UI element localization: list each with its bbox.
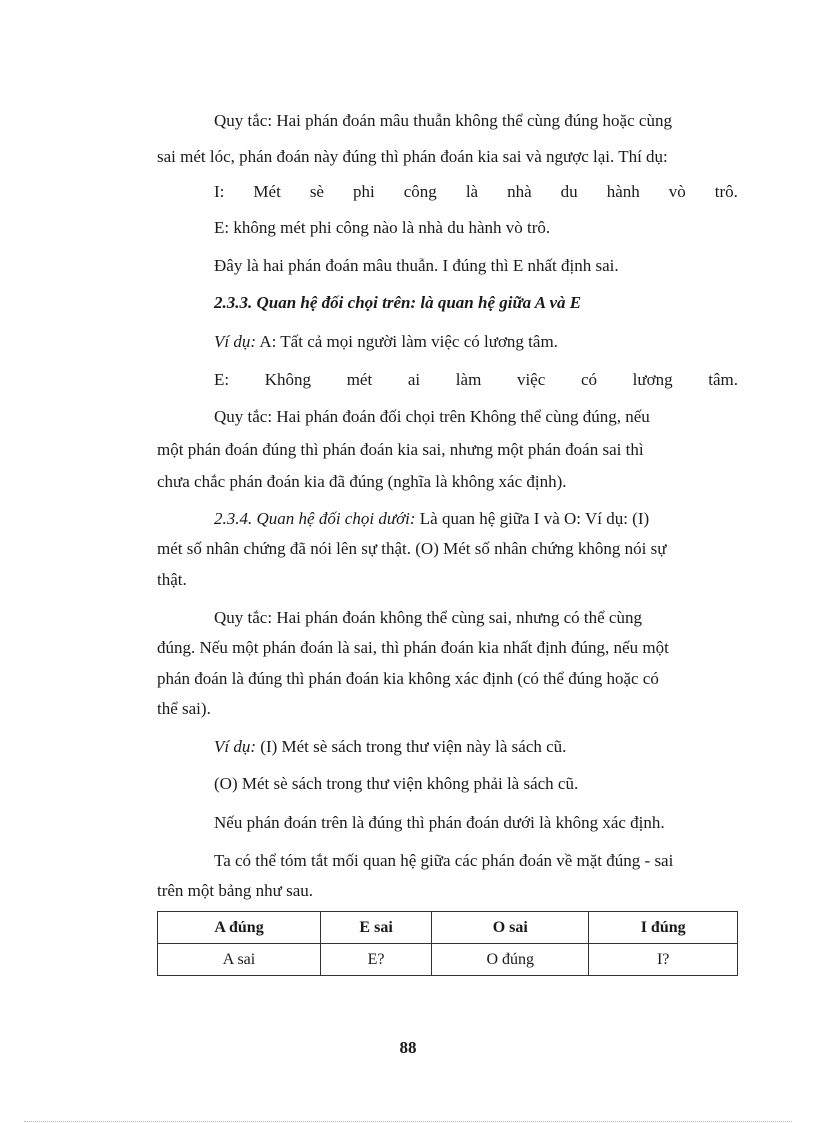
footer-divider [24,1121,792,1122]
example-e-line: E: không mét phi công nào là nhà du hành vò trô. [214,218,551,237]
table-cell: O đúng [432,944,589,976]
example-e2-line: E: Không mét ai làm việc có lương tâm. [214,370,738,389]
table-cell: A sai [158,944,321,976]
paragraph-line: phán đoán là đúng thì phán đoán kia không xác định (có thể đúng hoặc có [157,669,659,688]
table-cell: I? [589,944,738,976]
table-cell: E? [321,944,432,976]
paragraph-line: đúng. Nếu một phán đoán là sai, thì phán đoán kia nhất định đúng, nếu một [157,638,669,657]
table-header-cell: E sai [321,912,432,944]
paragraph-line: Đây là hai phán đoán mâu thuẫn. I đúng thì E nhất định sai. [214,256,619,275]
example-o-line: (O) Mét sè sách trong thư viện không phải là sách cũ. [214,774,579,793]
paragraph-line: Quy tắc: Hai phán đoán không thể cùng sai, nhưng có thể cùng [214,608,642,627]
paragraph-line: trên một bảng như sau. [157,881,314,900]
paragraph-line: chưa chắc phán đoán kia đã đúng (nghĩa là không xác định). [157,472,567,491]
paragraph-line: mét số nhân chứng đã nói lên sự thật. (O) Mét số nhân chứng không nói sự [157,539,667,558]
paragraph-line: Ta có thể tóm tắt mối quan hệ giữa các phán đoán về mặt đúng - sai [214,851,674,870]
paragraph-line: thể sai). [157,699,211,718]
paragraph-line: thật. [157,570,187,589]
table-header-cell: O sai [432,912,589,944]
paragraph-line: Quy tắc: Hai phán đoán đối chọi trên Không thể cùng đúng, nếu [214,407,650,426]
paragraph-line: sai mét lóc, phán đoán này đúng thì phán đoán kia sai và ngược lại. Thí dụ: [157,147,668,166]
paragraph-line: một phán đoán đúng thì phán đoán kia sai, nhưng một phán đoán sai thì [157,440,644,459]
example-line: Ví dụ: A: Tất cả mọi người làm việc có lương tâm. [214,332,558,351]
table-header-cell: I đúng [589,912,738,944]
paragraph-line: Quy tắc: Hai phán đoán mâu thuẫn không thể cùng đúng hoặc cùng [214,111,672,130]
page-number: 88 [399,1038,417,1057]
truth-relations-table [157,911,738,976]
example-i-line: I: Mét sè phi công là nhà du hành vò trô. [214,182,738,201]
table-header-row [158,912,738,944]
table-row [158,944,738,976]
paragraph-line: Nếu phán đoán trên là đúng thì phán đoán dưới là không xác định. [214,813,665,832]
section-heading-2-3-3: 2.3.3. Quan hệ đối chọi trên: là quan hệ giữa A và E [214,293,582,312]
example-line: Ví dụ: (I) Mét sè sách trong thư viện này là sách cũ. [214,737,567,756]
section-heading-2-3-4: 2.3.4. Quan hệ đối chọi dưới: Là quan hệ giữa I và O: Ví dụ: (I) [214,509,650,528]
table-header-cell: A đúng [158,912,321,944]
